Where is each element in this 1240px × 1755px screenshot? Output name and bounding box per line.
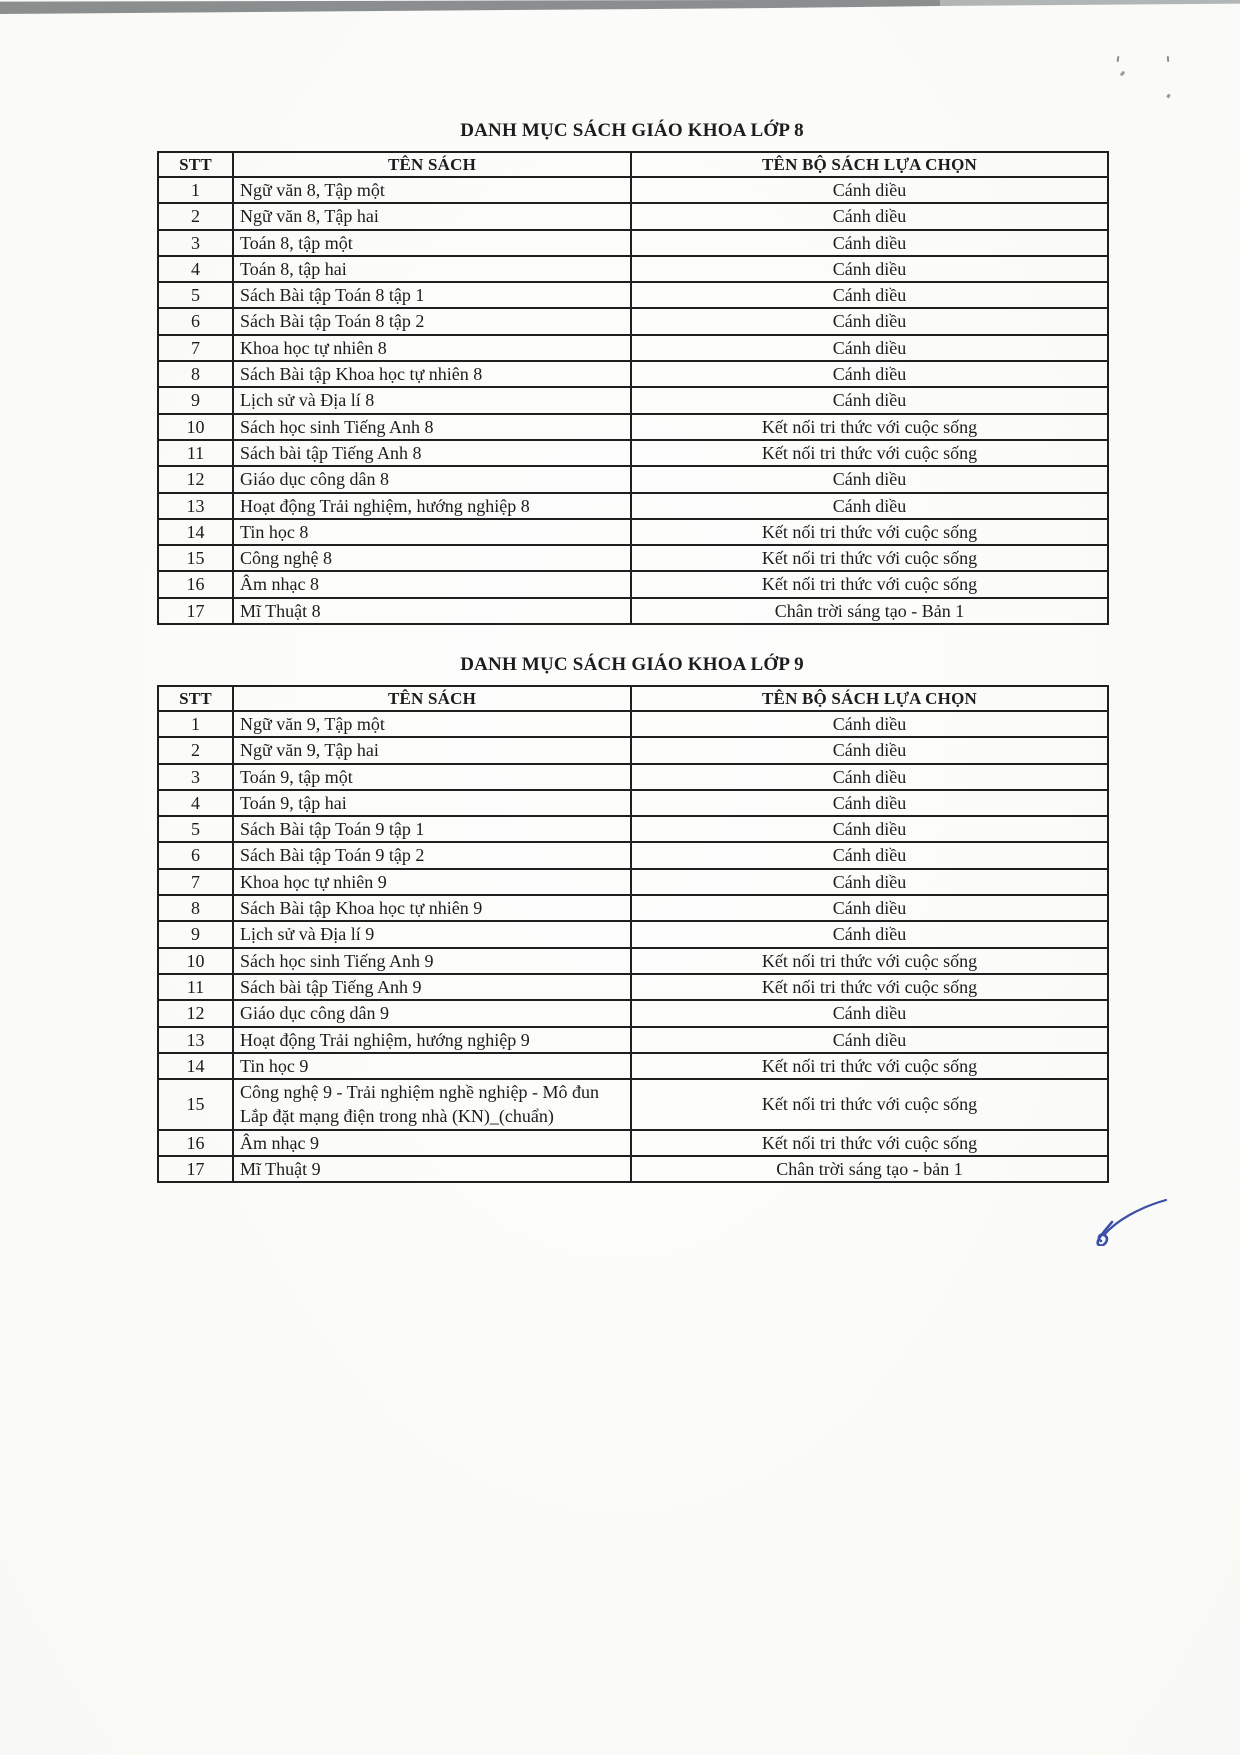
table-row xyxy=(158,764,1108,790)
cell-book-title: Ngữ văn 9, Tập hai xyxy=(233,737,631,763)
cell-book-series: Kết nối tri thức với cuộc sống xyxy=(631,519,1108,545)
cell-book-title: Ngữ văn 8, Tập một xyxy=(233,177,631,203)
cell-stt: 14 xyxy=(158,519,233,545)
table-row xyxy=(158,335,1108,361)
table-row xyxy=(158,519,1108,545)
cell-book-title: Công nghệ 8 xyxy=(233,545,631,571)
cell-book-title: Sách học sinh Tiếng Anh 8 xyxy=(233,414,631,440)
scan-speck xyxy=(1120,71,1126,77)
blue-pen-flourish xyxy=(1088,1188,1174,1246)
cell-book-series: Cánh diều xyxy=(631,790,1108,816)
cell-book-series: Cánh diều xyxy=(631,921,1108,947)
table-row xyxy=(158,790,1108,816)
table-row xyxy=(158,948,1108,974)
grade-9-booklist-table xyxy=(157,685,1109,1183)
cell-book-series: Kết nối tri thức với cuộc sống xyxy=(631,414,1108,440)
cell-book-title: Sách bài tập Tiếng Anh 9 xyxy=(233,974,631,1000)
table-row xyxy=(158,1000,1108,1026)
cell-book-series: Cánh diều xyxy=(631,764,1108,790)
table-row xyxy=(158,282,1108,308)
table-row xyxy=(158,387,1108,413)
cell-stt: 13 xyxy=(158,493,233,519)
cell-stt: 5 xyxy=(158,816,233,842)
cell-stt: 5 xyxy=(158,282,233,308)
table-row xyxy=(158,737,1108,763)
table-row xyxy=(158,361,1108,387)
table-row xyxy=(158,895,1108,921)
page-title: DANH MỤC SÁCH GIÁO KHOA LỚP 8 xyxy=(460,120,804,141)
cell-book-series: Cánh diều xyxy=(631,1000,1108,1026)
cell-stt: 9 xyxy=(158,387,233,413)
cell-stt: 2 xyxy=(158,203,233,229)
cell-book-title: Khoa học tự nhiên 8 xyxy=(233,335,631,361)
cell-stt: 7 xyxy=(158,335,233,361)
table-row xyxy=(158,177,1108,203)
table-row xyxy=(158,414,1108,440)
cell-stt: 12 xyxy=(158,1000,233,1026)
cell-book-series: Cánh diều xyxy=(631,177,1108,203)
table-row xyxy=(158,466,1108,492)
cell-book-series: Cánh diều xyxy=(631,282,1108,308)
cell-book-series: Cánh diều xyxy=(631,361,1108,387)
cell-book-series: Kết nối tri thức với cuộc sống xyxy=(631,1079,1108,1130)
column-header-ten-sach: TÊN SÁCH xyxy=(233,152,631,177)
cell-book-title: Ngữ văn 8, Tập hai xyxy=(233,203,631,229)
table-row xyxy=(158,1027,1108,1053)
grade-8-booklist-table xyxy=(157,151,1109,625)
cell-book-series: Kết nối tri thức với cuộc sống xyxy=(631,974,1108,1000)
cell-stt: 8 xyxy=(158,361,233,387)
scanner-edge-bar-thin xyxy=(940,0,1240,6)
cell-book-title: Sách Bài tập Toán 9 tập 1 xyxy=(233,816,631,842)
cell-book-title: Toán 9, tập một xyxy=(233,764,631,790)
cell-book-title: Toán 8, tập một xyxy=(233,230,631,256)
table-row xyxy=(158,816,1108,842)
cell-book-title: Toán 8, tập hai xyxy=(233,256,631,282)
cell-book-series: Cánh diều xyxy=(631,308,1108,334)
cell-book-series: Cánh diều xyxy=(631,387,1108,413)
cell-book-title: Sách Bài tập Toán 9 tập 2 xyxy=(233,842,631,868)
cell-stt: 4 xyxy=(158,790,233,816)
cell-book-series: Cánh diều xyxy=(631,203,1108,229)
column-header-stt: STT xyxy=(158,152,233,177)
cell-book-series: Kết nối tri thức với cuộc sống xyxy=(631,545,1108,571)
cell-book-series: Chân trời sáng tạo - bản 1 xyxy=(631,1156,1108,1182)
column-header-bo-sach: TÊN BỘ SÁCH LỰA CHỌN xyxy=(631,686,1108,711)
cell-stt: 4 xyxy=(158,256,233,282)
cell-book-series: Kết nối tri thức với cuộc sống xyxy=(631,1053,1108,1079)
cell-book-title: Lịch sử và Địa lí 9 xyxy=(233,921,631,947)
cell-book-series: Cánh diều xyxy=(631,466,1108,492)
cell-stt: 15 xyxy=(158,545,233,571)
cell-book-title: Sách Bài tập Khoa học tự nhiên 9 xyxy=(233,895,631,921)
cell-stt: 17 xyxy=(158,1156,233,1182)
table-row xyxy=(158,1079,1108,1130)
cell-stt: 14 xyxy=(158,1053,233,1079)
cell-book-series: Kết nối tri thức với cuộc sống xyxy=(631,1130,1108,1156)
cell-book-title: Tin học 9 xyxy=(233,1053,631,1079)
cell-book-title: Công nghệ 9 - Trải nghiệm nghề nghiệp - Mô đun Lắp đặt mạng điện trong nhà (KN)_(chuẩn) xyxy=(233,1079,631,1130)
cell-book-title: Hoạt động Trải nghiệm, hướng nghiệp 8 xyxy=(233,493,631,519)
table-row xyxy=(158,598,1108,624)
cell-book-title: Giáo dục công dân 9 xyxy=(233,1000,631,1026)
cell-book-title: Sách bài tập Tiếng Anh 8 xyxy=(233,440,631,466)
table-row xyxy=(158,1130,1108,1156)
cell-stt: 16 xyxy=(158,571,233,597)
cell-book-title: Sách Bài tập Khoa học tự nhiên 8 xyxy=(233,361,631,387)
cell-book-title: Khoa học tự nhiên 9 xyxy=(233,869,631,895)
cell-stt: 10 xyxy=(158,414,233,440)
cell-book-series: Kết nối tri thức với cuộc sống xyxy=(631,440,1108,466)
cell-stt: 10 xyxy=(158,948,233,974)
cell-stt: 1 xyxy=(158,711,233,737)
cell-book-series: Cánh diều xyxy=(631,230,1108,256)
cell-book-title: Sách học sinh Tiếng Anh 9 xyxy=(233,948,631,974)
cell-book-title: Giáo dục công dân 8 xyxy=(233,466,631,492)
cell-stt: 3 xyxy=(158,764,233,790)
cell-stt: 6 xyxy=(158,308,233,334)
cell-book-series: Kết nối tri thức với cuộc sống xyxy=(631,571,1108,597)
table-row xyxy=(158,440,1108,466)
cell-stt: 15 xyxy=(158,1079,233,1130)
table-row xyxy=(158,308,1108,334)
cell-book-title: Ngữ văn 9, Tập một xyxy=(233,711,631,737)
table-row xyxy=(158,842,1108,868)
cell-book-series: Cánh diều xyxy=(631,493,1108,519)
cell-stt: 11 xyxy=(158,440,233,466)
cell-stt: 9 xyxy=(158,921,233,947)
cell-stt: 3 xyxy=(158,230,233,256)
scanner-edge-bar xyxy=(0,0,948,14)
table-row xyxy=(158,203,1108,229)
cell-stt: 8 xyxy=(158,895,233,921)
table-row xyxy=(158,230,1108,256)
cell-book-title: Âm nhạc 8 xyxy=(233,571,631,597)
cell-book-title: Tin học 8 xyxy=(233,519,631,545)
cell-stt: 17 xyxy=(158,598,233,624)
column-header-stt: STT xyxy=(158,686,233,711)
cell-stt: 11 xyxy=(158,974,233,1000)
cell-book-series: Cánh diều xyxy=(631,842,1108,868)
cell-stt: 6 xyxy=(158,842,233,868)
table-row xyxy=(158,571,1108,597)
cell-book-title: Mĩ Thuật 8 xyxy=(233,598,631,624)
table-row xyxy=(158,974,1108,1000)
cell-book-series: Cánh diều xyxy=(631,737,1108,763)
cell-book-series: Cánh diều xyxy=(631,869,1108,895)
table-row xyxy=(158,711,1108,737)
cell-book-series: Cánh diều xyxy=(631,711,1108,737)
cell-book-title: Toán 9, tập hai xyxy=(233,790,631,816)
table-row xyxy=(158,545,1108,571)
cell-book-series: Cánh diều xyxy=(631,1027,1108,1053)
cell-book-series: Cánh diều xyxy=(631,335,1108,361)
scan-speck xyxy=(1166,94,1171,99)
cell-book-title: Lịch sử và Địa lí 8 xyxy=(233,387,631,413)
cell-book-series: Cánh diều xyxy=(631,816,1108,842)
table-row xyxy=(158,256,1108,282)
scan-speck xyxy=(1167,56,1169,62)
column-header-bo-sach: TÊN BỘ SÁCH LỰA CHỌN xyxy=(631,152,1108,177)
cell-stt: 1 xyxy=(158,177,233,203)
scan-speck xyxy=(1117,56,1120,62)
cell-book-series: Cánh diều xyxy=(631,895,1108,921)
cell-book-title: Sách Bài tập Toán 8 tập 1 xyxy=(233,282,631,308)
column-header-ten-sach: TÊN SÁCH xyxy=(233,686,631,711)
cell-stt: 16 xyxy=(158,1130,233,1156)
page-title: DANH MỤC SÁCH GIÁO KHOA LỚP 9 xyxy=(460,654,804,675)
table-row xyxy=(158,921,1108,947)
cell-stt: 12 xyxy=(158,466,233,492)
cell-book-series: Kết nối tri thức với cuộc sống xyxy=(631,948,1108,974)
cell-book-title: Mĩ Thuật 9 xyxy=(233,1156,631,1182)
header-row xyxy=(158,686,1108,711)
cell-stt: 13 xyxy=(158,1027,233,1053)
table-row xyxy=(158,1156,1108,1182)
header-row xyxy=(158,152,1108,177)
cell-book-series: Cánh diều xyxy=(631,256,1108,282)
cell-stt: 2 xyxy=(158,737,233,763)
cell-book-title: Hoạt động Trải nghiệm, hướng nghiệp 9 xyxy=(233,1027,631,1053)
grade-8-booklist-section xyxy=(157,120,1107,625)
grade-9-booklist-section xyxy=(157,654,1107,1183)
table-row xyxy=(158,1053,1108,1079)
table-row xyxy=(158,493,1108,519)
cell-stt: 7 xyxy=(158,869,233,895)
cell-book-title: Sách Bài tập Toán 8 tập 2 xyxy=(233,308,631,334)
table-row xyxy=(158,869,1108,895)
cell-book-series: Chân trời sáng tạo - Bản 1 xyxy=(631,598,1108,624)
cell-book-title: Âm nhạc 9 xyxy=(233,1130,631,1156)
